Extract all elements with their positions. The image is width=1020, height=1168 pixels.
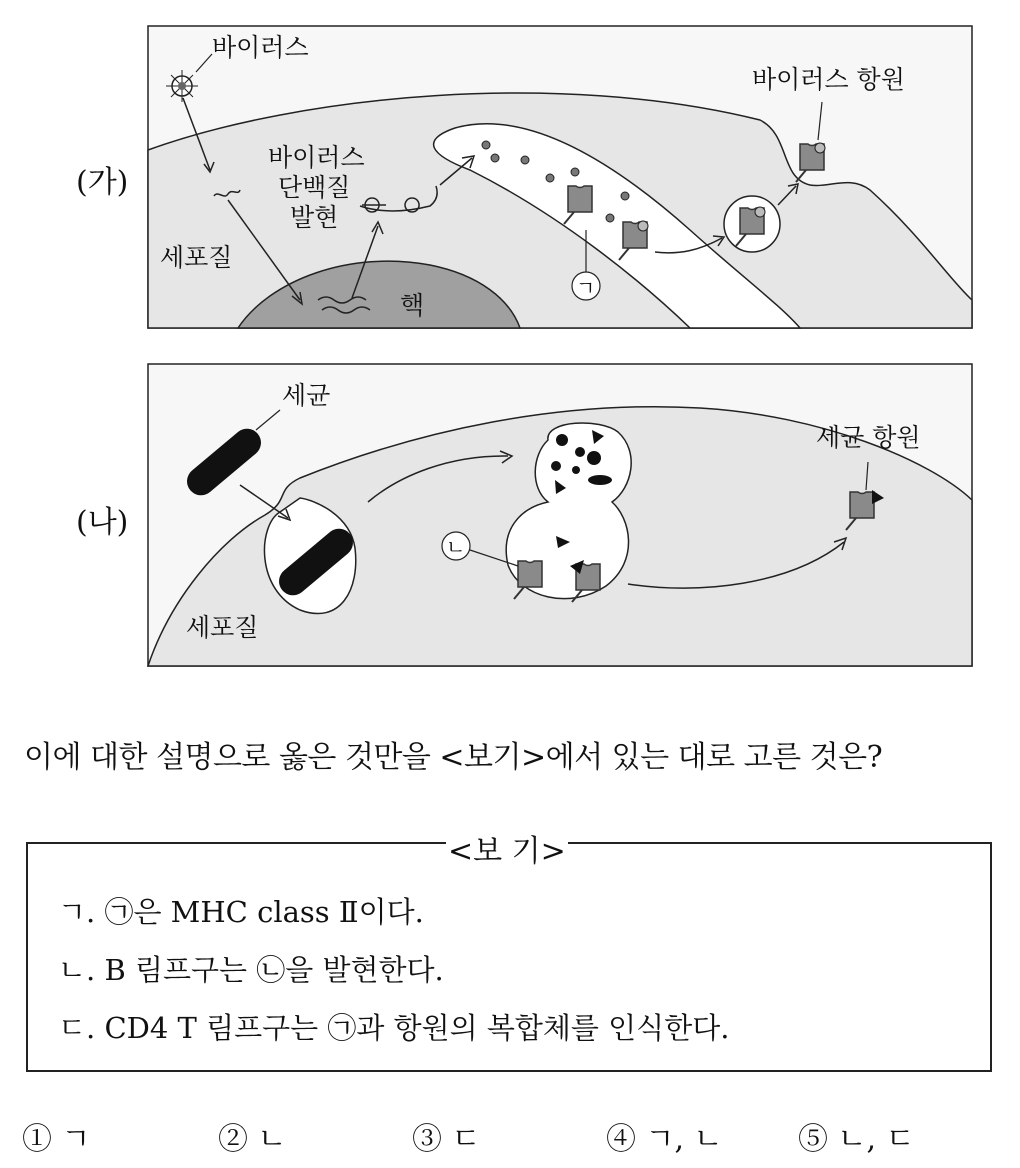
marker-ga-label: ㄱ (576, 276, 596, 300)
bogi-item-3: ㄷ. CD4 T 림프구는 ㉠과 항원의 복합체를 인식한다. (58, 1011, 730, 1045)
choice-5[interactable]: ⑤ ㄴ, ㄷ (798, 1122, 915, 1157)
nucleus-label: 핵 (400, 291, 425, 320)
choice-2[interactable]: ② ㄴ (218, 1122, 287, 1157)
panel-na (76, 364, 972, 666)
bogi-item-1: ㄱ. ㉠은 MHC class Ⅱ이다. (58, 895, 424, 929)
bogi-title: <보 기> (446, 826, 568, 870)
protein-expression-label-3: 발현 (290, 203, 339, 232)
choice-1[interactable]: ① ㄱ (22, 1122, 91, 1157)
marker-na-label: ㄴ (446, 535, 466, 559)
virus-antigen-label: 바이러스 항원 (752, 65, 905, 94)
protein-expression-label-2: 단백질 (278, 173, 351, 202)
cytoplasm-label-na: 세포질 (186, 613, 259, 642)
panel-ga (148, 26, 972, 328)
question-text: 이에 대한 설명으로 옳은 것만을 <보기>에서 있는 대로 고른 것은? (24, 740, 883, 775)
choice-3[interactable]: ③ ㄷ (412, 1122, 481, 1157)
bogi-item-2: ㄴ. B 림프구는 ㉡을 발현한다. (58, 953, 444, 987)
choice-4[interactable]: ④ ㄱ, ㄴ (606, 1122, 723, 1157)
bacteria-antigen-label: 세균 항원 (816, 423, 921, 452)
protein-expression-label-1: 바이러스 (268, 143, 365, 172)
bacteria-label: 세균 (282, 381, 331, 410)
panel-na-label: (나) (76, 505, 129, 540)
panel-ga-label: (가) (76, 165, 129, 200)
virus-label: 바이러스 (212, 33, 309, 62)
cytoplasm-label-ga: 세포질 (160, 243, 233, 272)
